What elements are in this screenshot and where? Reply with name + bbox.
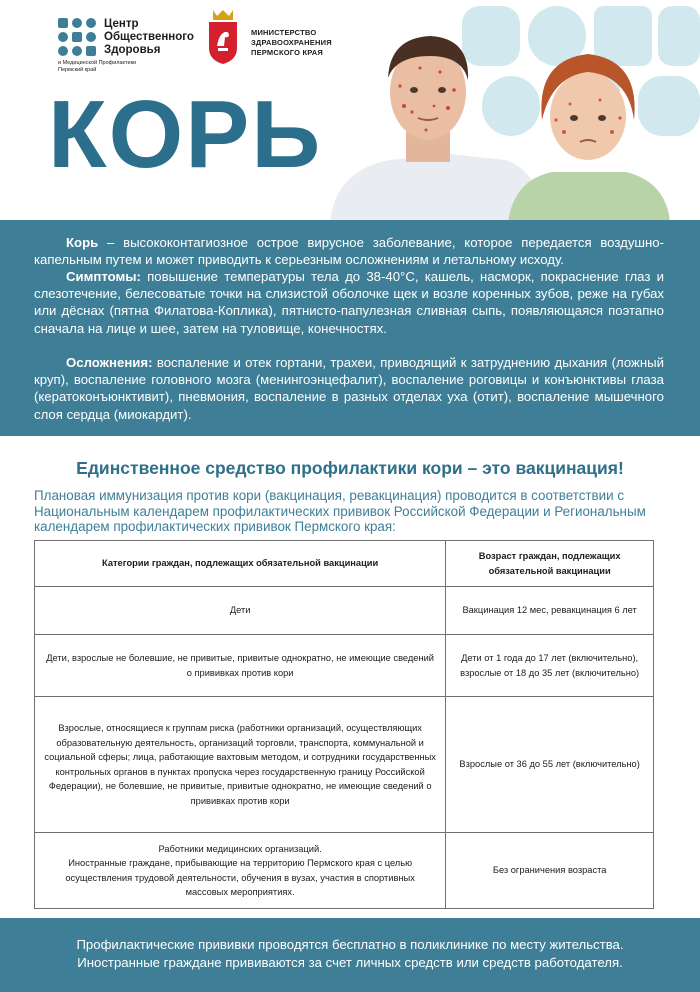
row-category: Дети: [35, 587, 446, 635]
row-category: Взрослые, относящиеся к группам риска (работники организаций, осуществляющих образовательную деятельность, организаций торговли, транспорта, коммунальной и социальной сферы; лица, работающие вахтовым методом, и сотрудники государственных контрольных органов в пунктах пропуска через государственную границу Российской Федерации), не болевшие, не привитые, привитые однократно, не имеющие сведений о прививках против кори: [35, 697, 446, 833]
complications-paragraph: Осложнения: воспаление и отек гортани, трахеи, приводящий к затруднению дыхания (ложный круп), воспаление головного мозга (менингоэнцефалит), воспаление роговицы и конъюнктивы глаза (кератоконъюнктивит), пневмония, воспаление в разных отделах уха (отит), воспаление мышечного слоя сердца (миокардит).: [34, 355, 664, 422]
page-title: КОРЬ: [48, 81, 323, 188]
centre-logo-subtitle: и Медицинской Профилактики Пермский край: [58, 60, 137, 73]
disease-info-panel: [0, 220, 700, 436]
poster-header: [0, 0, 700, 222]
footer-banner: [0, 918, 700, 992]
table-row: [35, 697, 654, 833]
row-category: Дети, взрослые не болевшие, не привитые, привитые однократно, не имеющие сведений о прививках против кори: [35, 635, 446, 697]
table-row: [35, 833, 654, 909]
perm-crest-icon: [207, 8, 239, 66]
table-header-category: Категории граждан, подлежащих обязательной вакцинации: [35, 541, 446, 587]
row-age: Взрослые от 36 до 55 лет (включительно): [446, 697, 654, 833]
definition-paragraph: Корь – высококонтагиозное острое вирусное заболевание, которое передается воздушно-капельным путем и может приводить к серьезным осложнениям и летальному исходу.: [34, 235, 664, 268]
symptoms-paragraph: Симптомы: повышение температуры тела до 38-40°С, кашель, насморк, покраснение глаз и слезотечение, белесоватые точки на слизистой оболочке щек и возле коренных зубов, реже на губах или дёснах (пятна Филатова-Коплика), пятнисто-папулезная сливная сыпь, появляющаяся поэтапно сначала на лице и шее, затем на туловище, конечностях.: [34, 269, 664, 336]
centre-logo-icon: [58, 18, 96, 56]
table-header-row: [35, 541, 654, 587]
row-age: Без ограничения возраста: [446, 833, 654, 909]
vaccination-intro: Плановая иммунизация против кори (вакцинация, ревакцинация) проводится в соответствии с Национальным календарем профилактических прививок Российской Федерации и Региональным календарем профилактических прививок Пермского края:: [34, 488, 646, 534]
row-category: Работники медицинских организаций. Иностранные граждане, прибывающие на территорию Пермского края с целью осуществления трудовой деятельности, обучения в вузах, участия в спортивных массовых мероприятиях.: [35, 833, 446, 909]
ministry-name: МИНИСТЕРСТВО ЗДРАВООХРАНЕНИЯ ПЕРМСКОГО КРАЯ: [251, 28, 332, 57]
vaccination-heading: Единственное средство профилактики кори – это вакцинация!: [76, 458, 624, 478]
table-row: [35, 587, 654, 635]
family-illustration: [330, 20, 675, 222]
footer-line-free: Профилактические прививки проводятся бесплатно в поликлинике по месту жительства.: [76, 937, 624, 952]
table-header-age: Возраст граждан, подлежащих обязательной вакцинации: [446, 541, 654, 587]
table-row: [35, 635, 654, 697]
centre-logo-name: Центр Общественного Здоровья: [104, 18, 194, 56]
footer-line-foreigners: Иностранные граждане прививаются за счет личных средств или средств работодателя.: [77, 955, 623, 970]
row-age: Дети от 1 года до 17 лет (включительно), взрослые от 18 до 35 лет (включительно): [446, 635, 654, 697]
row-age: Вакцинация 12 мес, ревакцинация 6 лет: [446, 587, 654, 635]
vaccination-table: [34, 540, 654, 909]
